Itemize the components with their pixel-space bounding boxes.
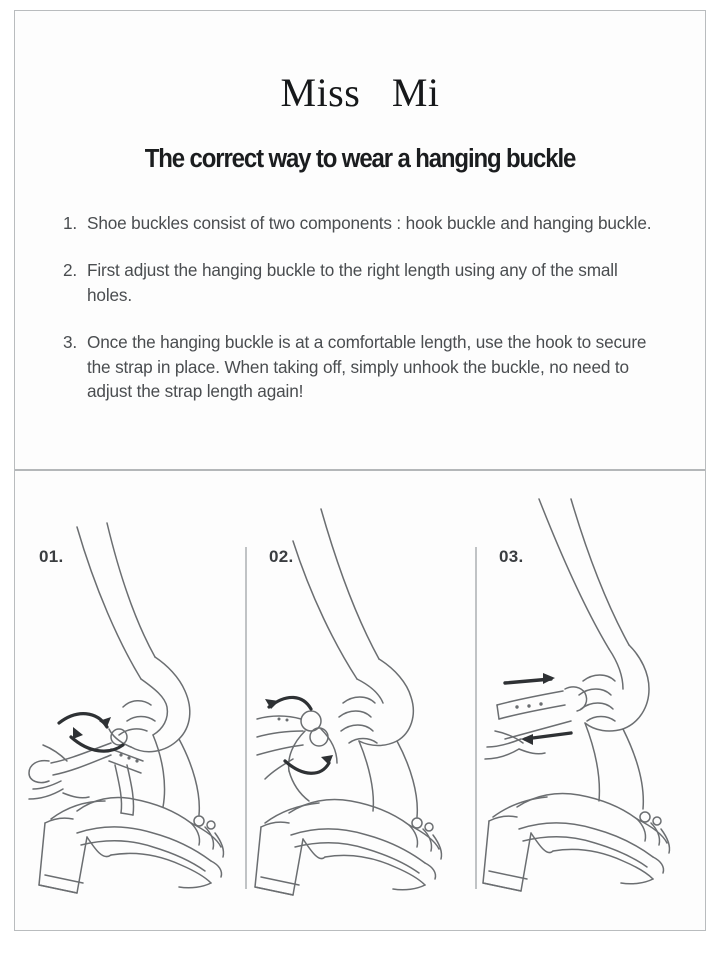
step-text: Shoe buckles consist of two components : hook buckle and hanging buckle. [87,213,652,234]
list-item [63,330,665,403]
sandal-hand-illustration-icon [15,493,245,901]
instruction-text-section [15,11,705,471]
panel-label: 01. [39,547,64,566]
instruction-card [14,10,706,931]
step-number: 2. [63,260,78,281]
instruction-step-list [63,211,665,404]
step-text: Once the hanging buckle is at a comfortable length, use the hook to secure the strap in place. When taking off, simply unhook the buckle, no need to adjust the strap length again! [87,332,647,402]
list-item [63,258,665,307]
page-subtitle: The correct way to wear a hanging buckle [144,145,576,173]
panel-label: 03. [499,547,524,566]
illustration-panel-row [15,471,705,901]
step-number: 3. [63,332,78,353]
step-number: 1. [63,213,78,234]
panel-label: 02. [269,547,294,566]
illustration-panel-03 [475,471,705,901]
illustration-panel-02 [245,471,475,901]
list-item [63,211,665,235]
step-text: First adjust the hanging buckle to the right length using any of the small holes. [87,260,618,305]
illustration-panel-01 [15,471,245,901]
illustration-section [15,471,705,930]
brand-title: Miss Mi [280,70,440,115]
sandal-hand-illustration-icon [475,493,705,901]
sandal-hand-illustration-icon [245,493,475,901]
